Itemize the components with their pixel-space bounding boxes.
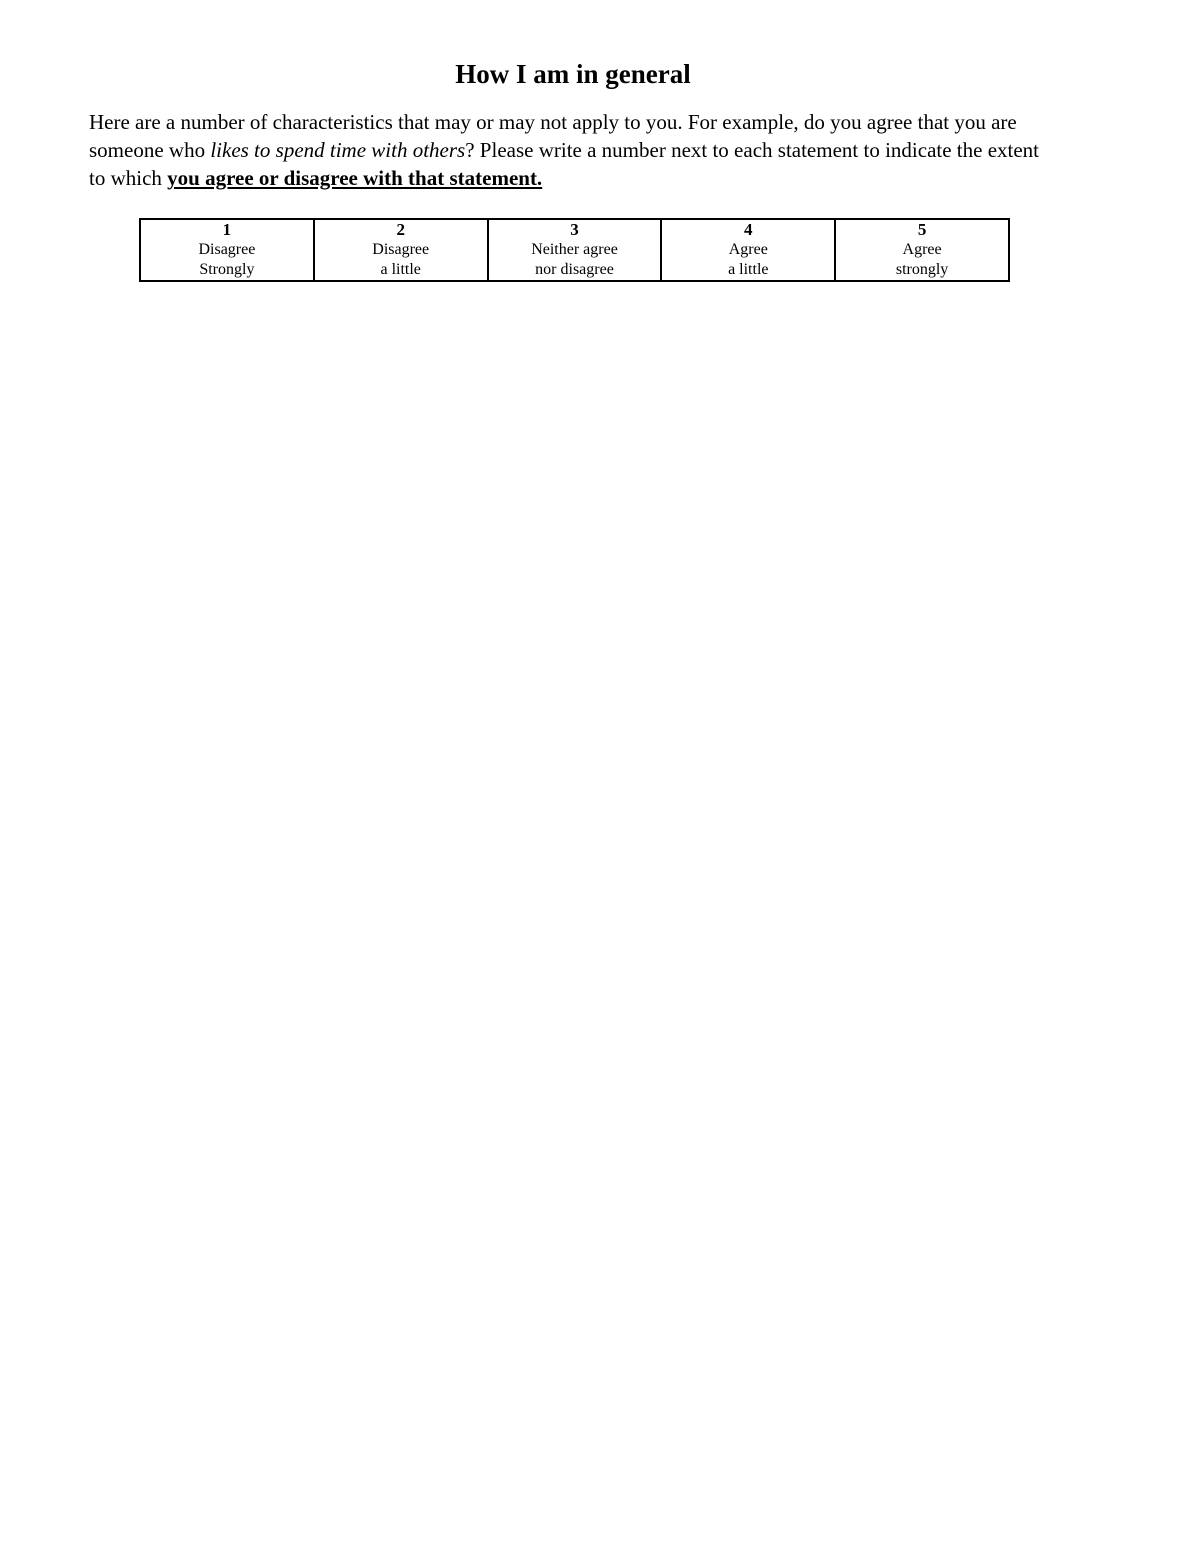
scale-label-line1: Disagree (198, 241, 256, 258)
rating-scale-table (139, 218, 1010, 282)
rating-scale-row (140, 219, 1009, 281)
scale-label-line1: Agree (728, 241, 768, 258)
scale-label-line1: Agree (902, 241, 942, 258)
scale-label-line1: Neither agree (531, 241, 618, 258)
instructions-paragraph (89, 108, 1049, 192)
scale-label-line2: a little (728, 261, 769, 278)
scale-number: 3 (570, 220, 579, 239)
instructions-emphasis: you agree or disagree with that statement. (167, 166, 543, 190)
instructions-text-2: ? Please write a number next to each statement to indicate the extent to which (89, 138, 1040, 190)
scale-cell-5 (835, 219, 1009, 281)
scale-cell-4 (661, 219, 835, 281)
scale-label-line2: nor disagree (535, 261, 614, 278)
scale-number: 4 (744, 220, 753, 239)
scale-number: 5 (917, 220, 927, 239)
scale-number: 2 (396, 220, 405, 239)
scale-cell-1 (140, 219, 314, 281)
scale-label-line2: a little (380, 261, 421, 278)
instructions-text-1: Here are a number of characteristics that may or may not apply to you. For example, do you agree that you are someone who (89, 110, 1017, 162)
scale-label-line1: Disagree (372, 241, 430, 258)
scale-cell-3 (488, 219, 662, 281)
page-title: How I am in general (455, 59, 691, 89)
scale-cell-2 (314, 219, 488, 281)
scale-label-line2: strongly (895, 261, 949, 278)
instructions-italic-example: likes to spend time with others (210, 138, 466, 162)
scale-label-line2: Strongly (199, 261, 255, 278)
scale-number: 1 (222, 220, 232, 239)
